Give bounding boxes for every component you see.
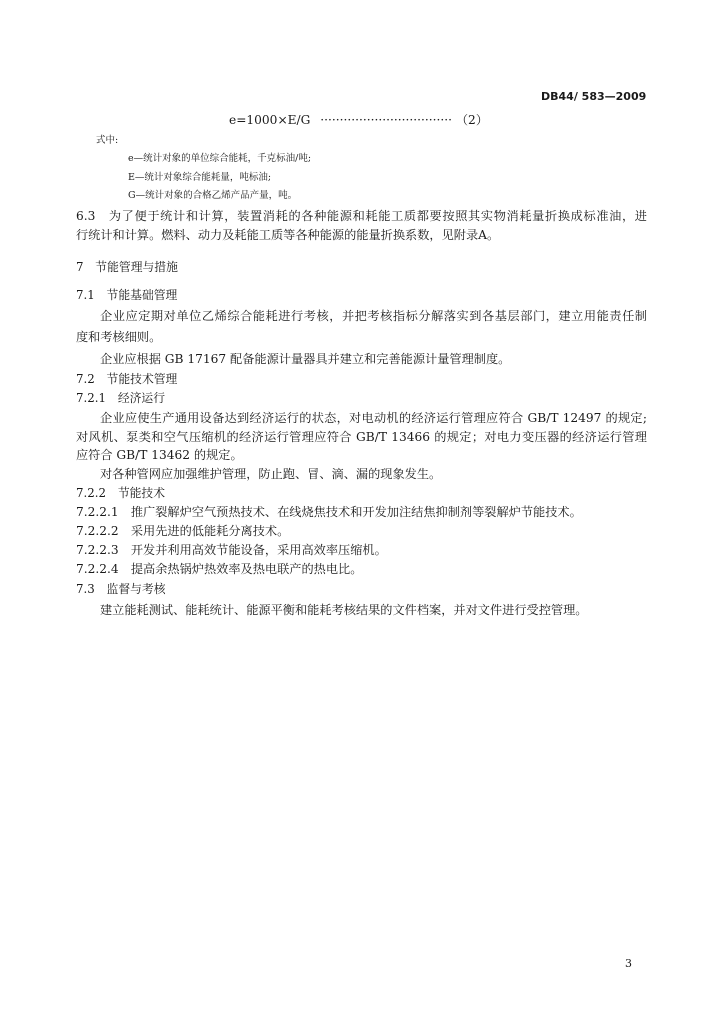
section-7-title: 7 节能管理与措施: [76, 260, 178, 274]
section-7-2-2-title: 7.2.2 节能技术: [76, 486, 166, 500]
definition-e: e—统计对象的单位综合能耗，千克标油/吨;: [128, 153, 312, 164]
document-code: DB44/ 583—2009: [541, 90, 647, 103]
list-item: 7.2.2.1 推广裂解炉空气预热技术、在线烧焦技术和开发加注结焦抑制剂等裂解炉节能技术。: [76, 505, 582, 519]
section-7-2-1-para1-line2: 对风机、泵类和空气压缩机的经济运行管理应符合 GB/T 13466 的规定；对电力变压器的经济运行管理: [76, 430, 647, 444]
list-item: 7.2.2.3 开发并利用高效节能设备，采用高效率压缩机。: [76, 543, 387, 557]
section-6-3-line1: 6.3 为了便于统计和计算，装置消耗的各种能源和耗能工质都要按照其实物消耗量折换成标准油，进: [76, 209, 647, 223]
section-7-1-title: 7.1 节能基础管理: [76, 288, 178, 302]
section-7-3-para: 建立能耗测试、能耗统计、能源平衡和能耗考核结果的文件档案，并对文件进行受控管理。: [100, 603, 588, 617]
section-7-2-title: 7.2 节能技术管理: [76, 372, 178, 386]
list-item: 7.2.2.4 提高余热锅炉热效率及热电联产的热电比。: [76, 562, 363, 576]
list-item: 7.2.2.2 采用先进的低能耗分离技术。: [76, 524, 290, 538]
formula-expression: e=1000×E/G: [229, 113, 311, 127]
section-7-2-1-para1-line1: 企业应使生产通用设备达到经济运行的状态，对电动机的经济运行管理应符合 GB/T 12497 的规定;: [100, 411, 647, 425]
section-7-2-1-para2: 对各种管网应加强维护管理，防止跑、冒、滴、漏的现象发生。: [100, 467, 442, 481]
formula-leader: ··································: [320, 113, 452, 127]
section-7-1-para1-line1: 企业应定期对单位乙烯综合能耗进行考核，并把考核指标分解落实到各基层部门，建立用能责任制: [100, 309, 647, 323]
where-intro: 式中:: [96, 135, 119, 146]
formula: [229, 113, 488, 127]
section-7-3-title: 7.3 监督与考核: [76, 582, 166, 596]
section-7-1-para1-line2: 度和考核细则。: [76, 330, 162, 344]
section-6-3-line2: 行统计和计算。燃料、动力及耗能工质等各种能源的能量折换系数，见附录A。: [76, 228, 500, 242]
definition-E: E—统计对象综合能耗量，吨标油;: [128, 172, 272, 183]
formula-number: （2）: [455, 113, 489, 127]
definition-G: G—统计对象的合格乙烯产品产量，吨。: [128, 190, 298, 201]
page-number: 3: [625, 957, 632, 970]
section-7-2-1-title: 7.2.1 经济运行: [76, 391, 166, 405]
section-7-1-para2: 企业应根据 GB 17167 配备能源计量器具并建立和完善能源计量管理制度。: [100, 352, 511, 366]
section-7-2-1-para1-line3: 应符合 GB/T 13462 的规定。: [76, 448, 243, 462]
